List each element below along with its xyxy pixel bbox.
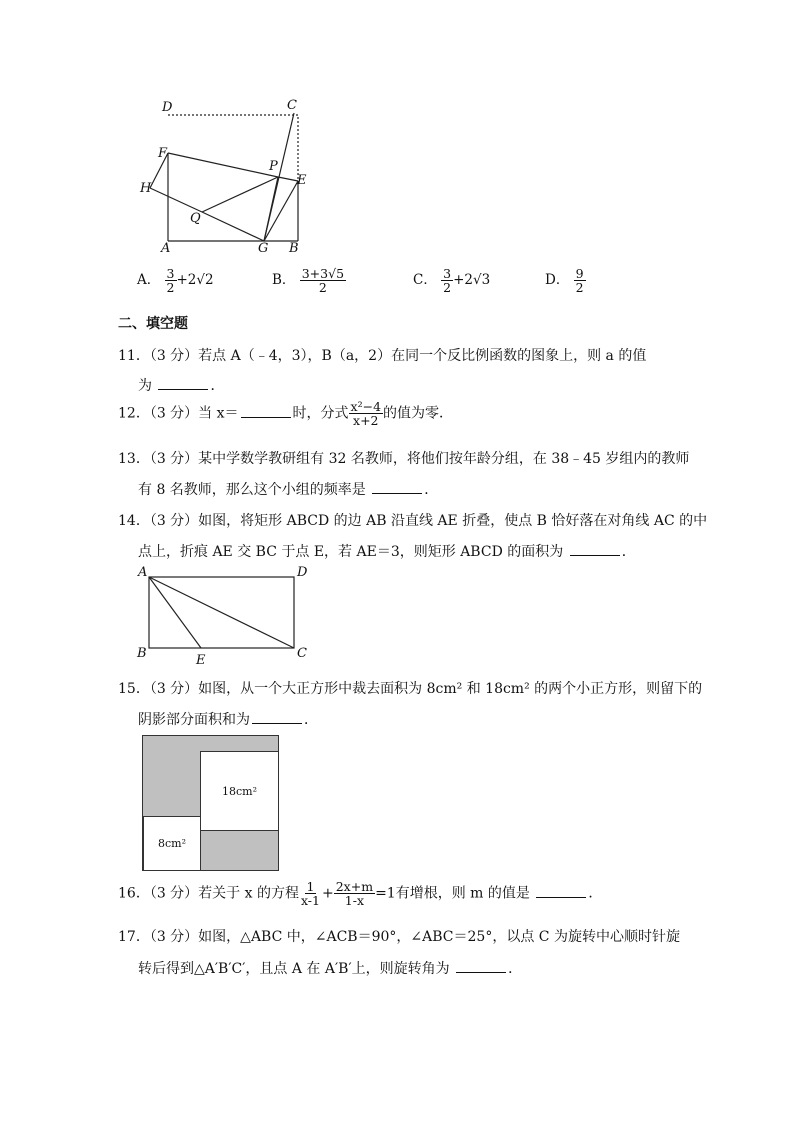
label-D: D xyxy=(162,100,173,115)
q17-line2-post: ． xyxy=(508,961,523,977)
option-a-num: 3 xyxy=(166,266,175,281)
fig14-label-A: A xyxy=(138,565,148,580)
q14-line1: 14．（3 分）如图，将矩形 ABCD 的边 AB 沿直线 AE 折叠，使点 B 恰好落在对角线 AC 的中 xyxy=(118,513,708,529)
label-P: P xyxy=(269,159,278,174)
rect-dashed-top xyxy=(168,115,298,183)
q12-num: x²−4 xyxy=(350,399,382,414)
option-c[interactable] xyxy=(413,267,490,294)
option-a[interactable] xyxy=(137,267,214,294)
option-d-prefix: D． xyxy=(545,272,570,289)
q12-line xyxy=(118,400,453,427)
q13-line2-pre: 有 8 名教师，那么这个小组的频率是 xyxy=(138,482,366,498)
label-Q: Q xyxy=(190,211,201,226)
fig14-label-B: B xyxy=(137,646,147,661)
q14-line2-pre: 点上，折痕 AE 交 BC 于点 E，若 AE＝3，则矩形 ABCD 的面积为 xyxy=(138,544,564,560)
q16-line xyxy=(118,880,602,907)
q15-answer-blank[interactable] xyxy=(252,711,302,724)
q16-frac1-den: x-1 xyxy=(300,893,320,909)
seg-GP xyxy=(264,177,278,241)
fig14-label-C: C xyxy=(297,646,307,661)
q12-answer-blank[interactable] xyxy=(241,405,291,418)
option-b[interactable] xyxy=(272,267,346,294)
q16-post: 有增根，则 m 的值是 xyxy=(395,885,530,902)
q15-line2 xyxy=(138,709,318,729)
seg-GE xyxy=(264,181,298,241)
option-d-num: 9 xyxy=(575,266,584,281)
option-b-num: 3+3√5 xyxy=(301,266,345,281)
q11-line2-pre: 为 xyxy=(138,378,152,394)
label-H: H xyxy=(140,181,152,196)
seg-FP xyxy=(168,153,278,177)
option-c-prefix: C． xyxy=(413,272,437,289)
q16-end: ． xyxy=(588,885,603,902)
q16-frac1 xyxy=(299,880,322,907)
q16-frac2-den: 1-x xyxy=(344,893,364,909)
q13-line2-post: ． xyxy=(424,482,439,498)
seg-PE xyxy=(278,177,298,181)
q11-line1: 11．（3 分）若点 A（﹣4，3），B（a，2）在同一个反比例函数的图象上，则 a 的值 xyxy=(118,348,647,364)
q13-answer-blank[interactable] xyxy=(372,481,422,494)
label-C: C xyxy=(287,98,297,113)
fig14-label-D: D xyxy=(297,565,308,580)
seg-AC xyxy=(149,577,294,648)
q16-pre: 16．（3 分）若关于 x 的方程 xyxy=(118,885,299,902)
q11-line2 xyxy=(138,375,224,395)
option-a-frac xyxy=(165,267,177,294)
label-A: A xyxy=(161,241,171,256)
q16-eq: =1 xyxy=(375,885,396,902)
q15-line1: 15．（3 分）如图，从一个大正方形中裁去面积为 8cm² 和 18cm² 的两个小正方形，则留下的 xyxy=(118,681,703,697)
q13-line1: 13．（3 分）某中学数学教研组有 32 名教师，将他们按年龄分组，在 38﹣45 岁组内的教师 xyxy=(118,451,690,467)
q16-frac2 xyxy=(334,880,375,907)
q17-line2-pre: 转后得到△A′B′C′，且点 A 在 A′B′上，则旋转角为 xyxy=(138,961,450,977)
square-8-label: 8cm² xyxy=(158,837,186,850)
q12-den: x+2 xyxy=(353,413,379,429)
option-c-num: 3 xyxy=(443,266,452,281)
label-G: G xyxy=(258,241,269,256)
q16-answer-blank[interactable] xyxy=(536,885,586,898)
q12-frac xyxy=(349,400,384,427)
option-b-den: 2 xyxy=(318,280,327,296)
q14-line2-post: ． xyxy=(621,544,636,560)
q16-plus: + xyxy=(321,885,334,902)
option-c-den: 2 xyxy=(443,280,452,296)
square-18 xyxy=(200,751,279,831)
option-d-frac xyxy=(574,267,586,294)
q15-line2-post: ． xyxy=(304,712,318,728)
section-title: 二、填空题 xyxy=(118,316,188,332)
label-B: B xyxy=(289,241,299,256)
q14-line2 xyxy=(138,541,636,561)
square-8 xyxy=(143,816,201,871)
fig14-label-E: E xyxy=(196,653,206,668)
option-d[interactable] xyxy=(545,267,586,294)
figure-q10 xyxy=(130,95,320,260)
option-d-den: 2 xyxy=(575,280,584,296)
square-18-label: 18cm² xyxy=(222,784,257,798)
q16-frac2-num: 2x+m xyxy=(335,879,374,894)
seg-QP xyxy=(202,177,278,212)
label-F: F xyxy=(158,146,168,161)
option-b-prefix: B． xyxy=(272,272,296,289)
option-a-prefix: A． xyxy=(137,272,161,289)
q14-answer-blank[interactable] xyxy=(570,543,620,556)
label-E: E xyxy=(297,173,307,188)
q17-line2 xyxy=(138,958,522,978)
seg-QG xyxy=(202,212,264,241)
option-c-frac xyxy=(441,267,453,294)
q15-line2-pre: 阴影部分面积和为 xyxy=(138,712,250,728)
q17-answer-blank[interactable] xyxy=(456,960,506,973)
option-c-tail: +2√3 xyxy=(453,272,491,289)
option-a-den: 2 xyxy=(166,280,175,296)
q12-post: 的值为零． xyxy=(383,405,454,422)
q17-line1: 17．（3 分）如图，△ABC 中，∠ACB＝90°，∠ABC＝25°，以点 C 为旋转中心顺时针旋 xyxy=(118,929,680,945)
seg-HQ xyxy=(150,188,202,212)
q13-line2 xyxy=(138,479,438,499)
figure-q14 xyxy=(140,570,310,660)
q12-mid: 时，分式 xyxy=(292,405,349,422)
option-b-frac xyxy=(300,267,346,294)
q11-line2-post: ． xyxy=(210,378,225,394)
figure-q15 xyxy=(142,735,279,871)
q16-frac1-num: 1 xyxy=(306,879,315,894)
q11-answer-blank[interactable] xyxy=(158,377,208,390)
q12-pre: 12．（3 分）当 x＝ xyxy=(118,405,239,422)
option-a-tail: +2√2 xyxy=(176,272,214,289)
seg-AE xyxy=(149,577,201,648)
